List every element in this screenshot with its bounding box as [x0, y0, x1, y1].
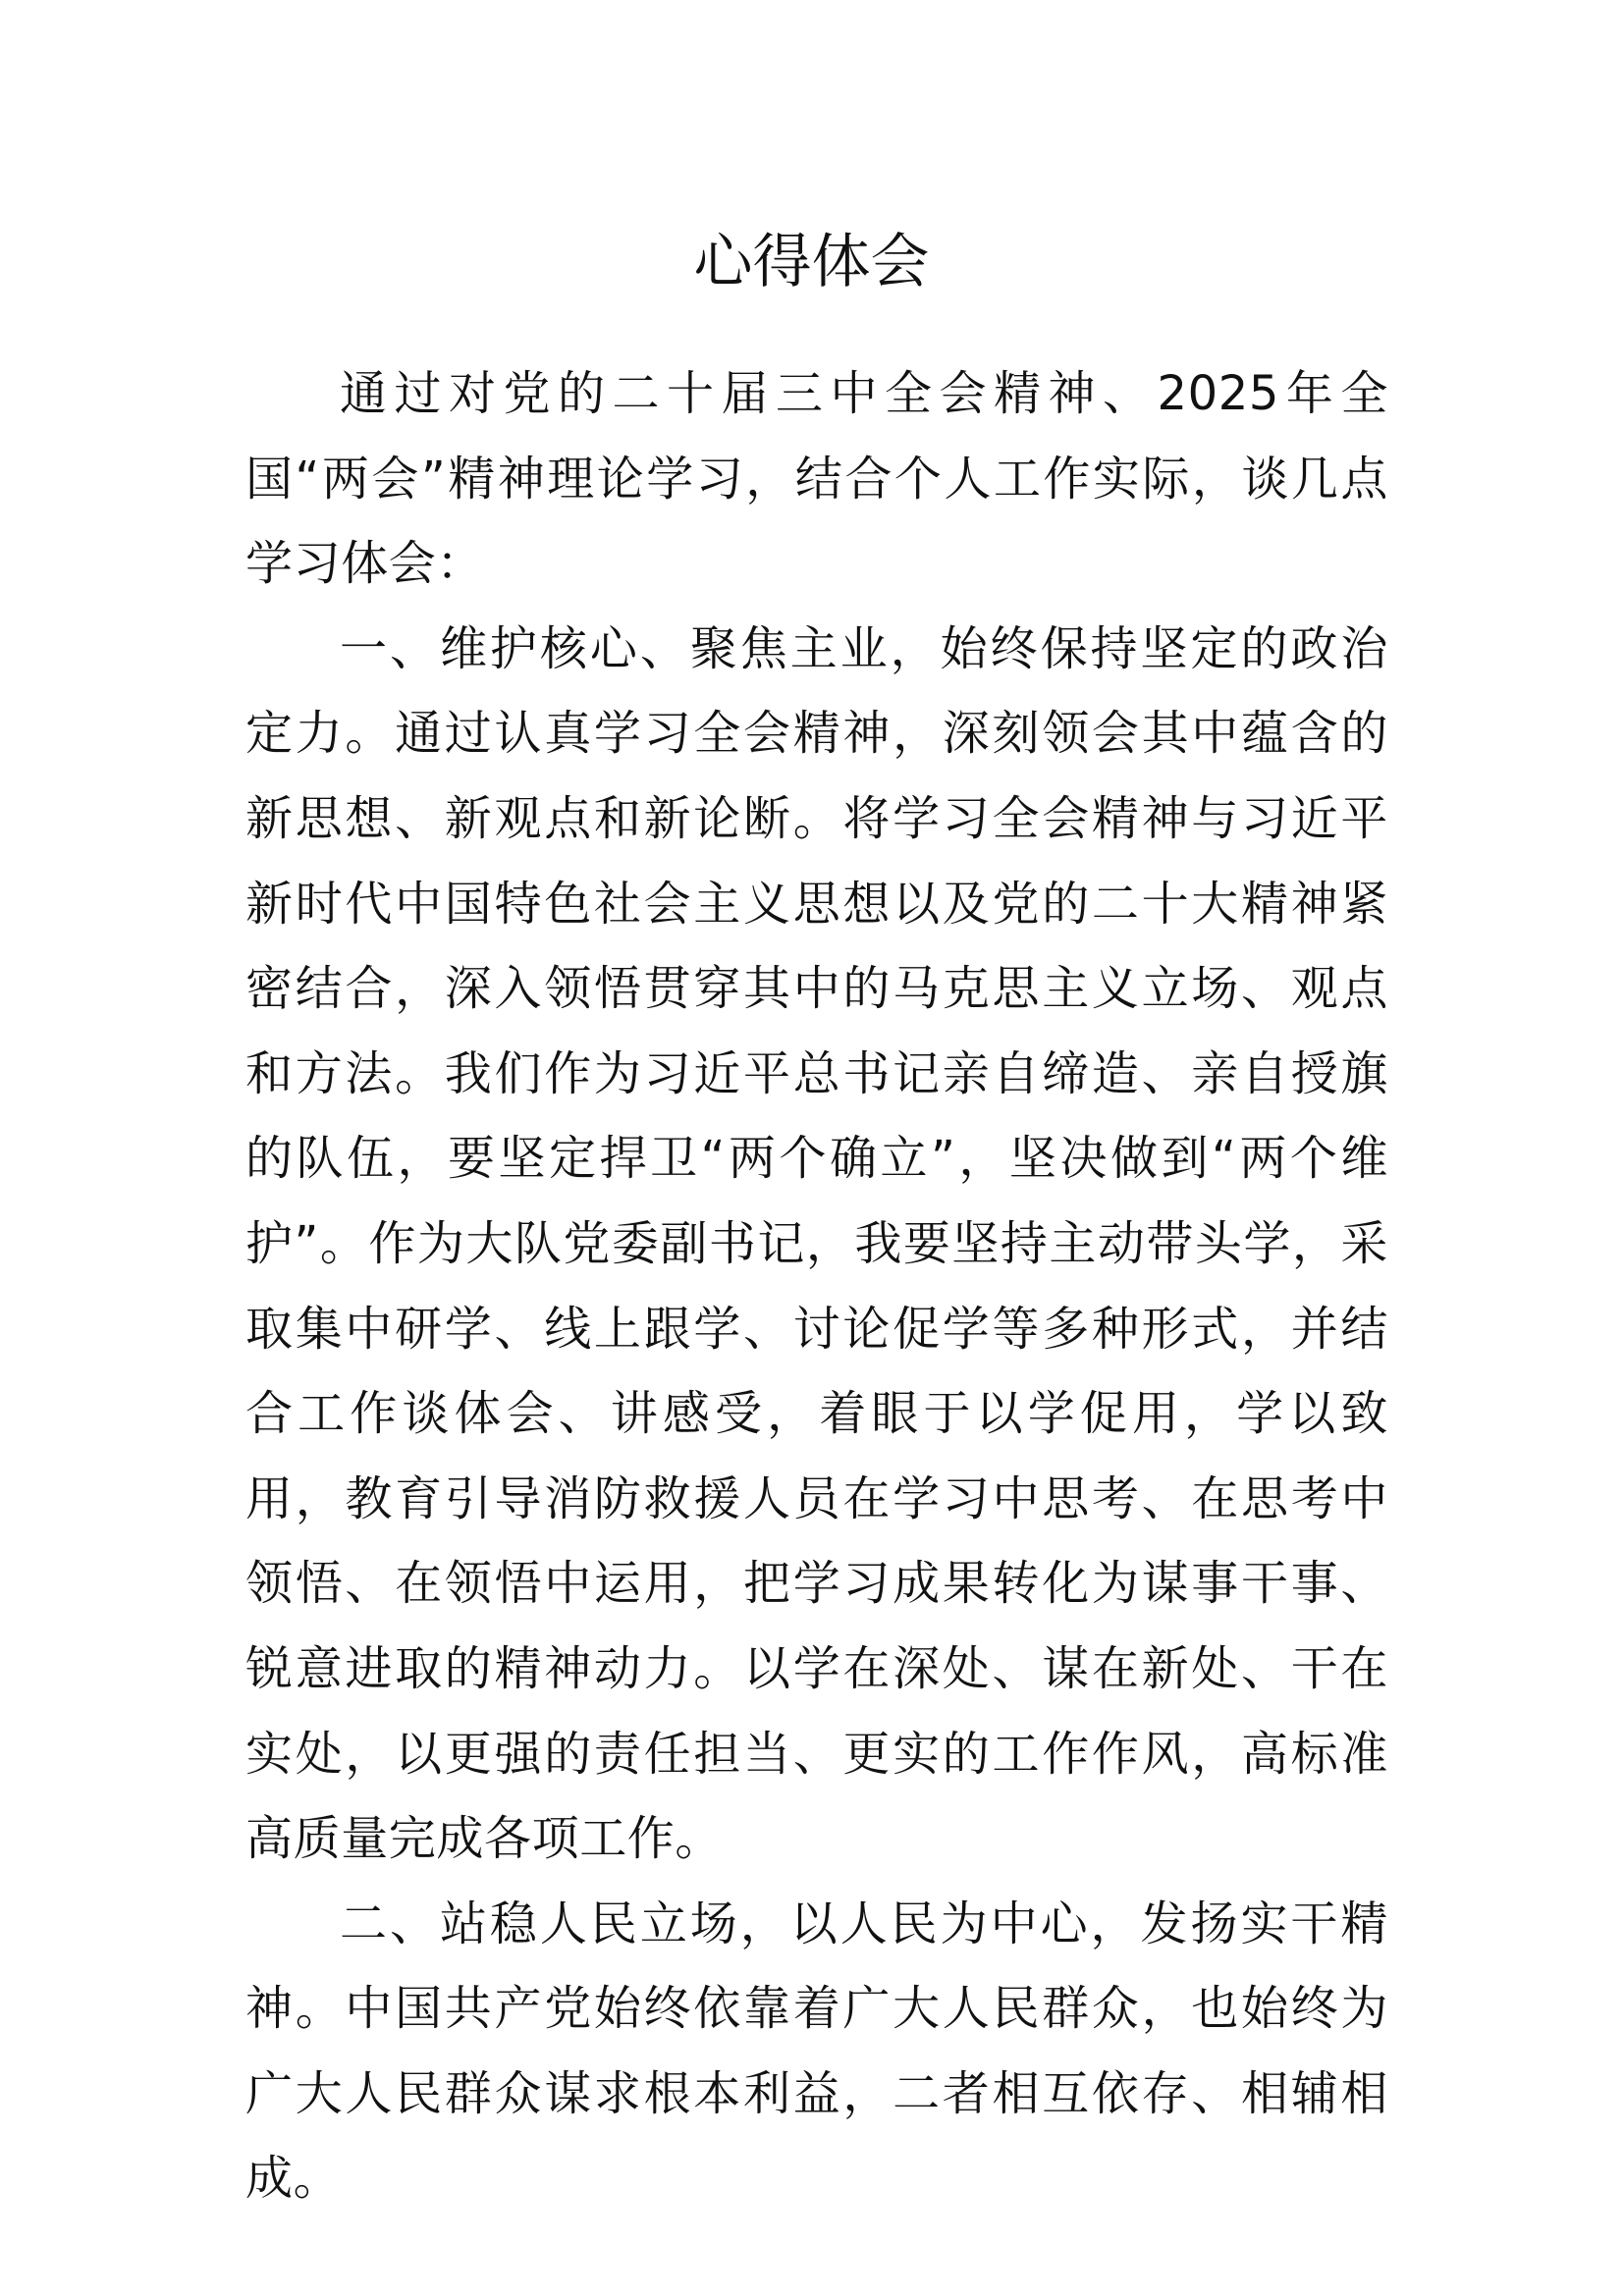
document-body — [245, 351, 1388, 2221]
paragraph-intro: 通过对党的二十届三中全会精神、2025年全国“两会”精神理论学习，结合个人工作实际，谈几点学习体会： — [245, 366, 1388, 592]
paragraph-section-one: 一、维护核心、聚焦主业，始终保持坚定的政治定力。通过认真学习全会精神，深刻领会其中蕴含的新思想、新观点和新论断。将学习全会精神与习近平新时代中国特色社会主义思想以及党的二十大精神紧密结合，深入领悟贯穿其中的马克思主义立场、观点和方法。我们作为习近平总书记亲自缔造、亲自授旗的队伍，要坚定捍卫“两个确立”，坚决做到“两个维护”。作为大队党委副书记，我要坚持主动带头学，采取集中研学、线上跟学、讨论促学等多种形式，并结合工作谈体会、讲感受，着眼于以学促用，学以致用，教育引导消防救援人员在学习中思考、在思考中领悟、在领悟中运用，把学习成果转化为谋事干事、锐意进取的精神动力。以学在深处、谋在新处、干在实处，以更强的责任担当、更实的工作作风，高标准高质量完成各项工作。 — [245, 620, 1388, 1867]
document-title: 心得体会 — [693, 228, 930, 296]
paragraph-section-two: 二、站稳人民立场，以人民为中心，发扬实干精神。中国共产党始终依靠着广大人民群众，也始终为广大人民群众谋求根本利益，二者相互依存、相辅相成。 — [245, 1896, 1388, 2207]
